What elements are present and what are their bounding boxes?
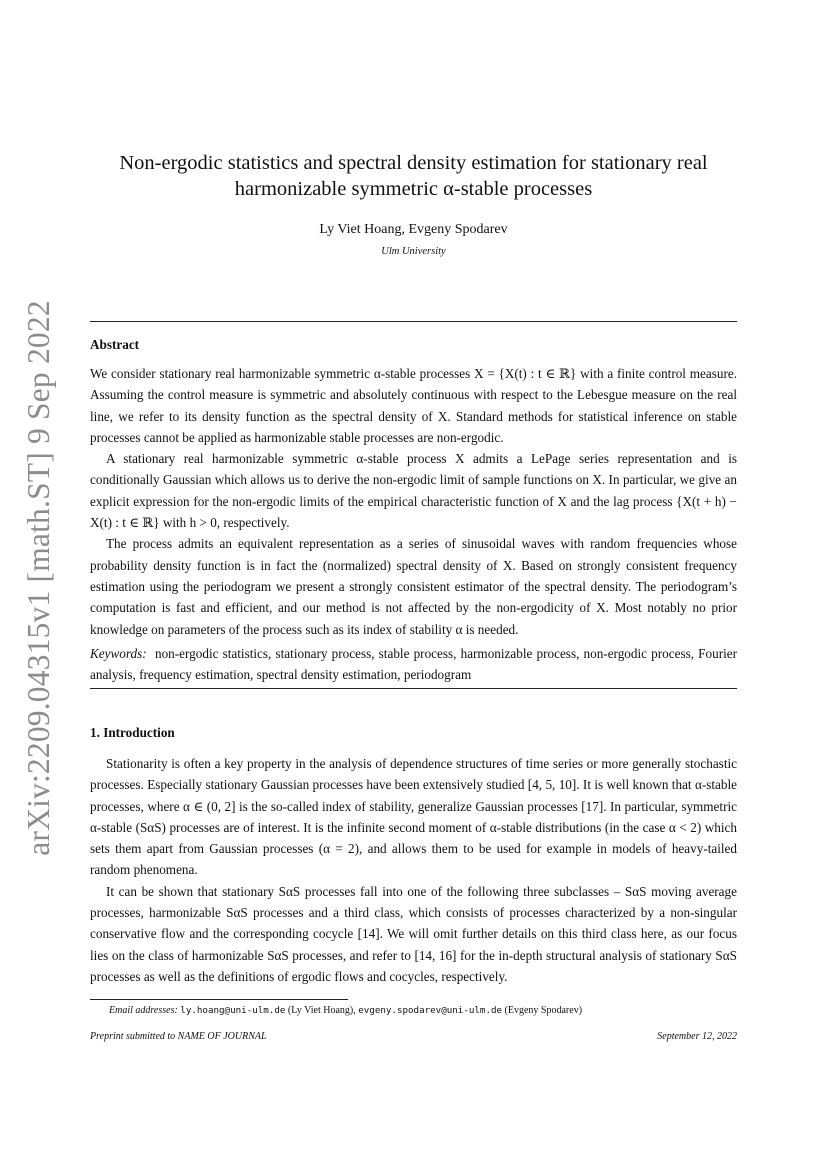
arxiv-stamp [10, 300, 68, 856]
keywords [90, 643, 737, 685]
keywords-list: non-ergodic statistics, stationary process, stable process, harmonizable process, non-ergodic process, Fourier analysis, frequency estimation, spectral density estimation, periodogram [90, 645, 737, 682]
title-line-2: harmonizable symmetric α-stable processes [234, 178, 593, 200]
affiliation: Ulm University [381, 246, 446, 257]
footnote-label: Email addresses: [109, 1005, 178, 1016]
abstract-paragraph-3: The process admits an equivalent representation as a series of sinusoidal waves with random frequencies whose probability density function is in fact the (normalized) spectral density of X. Based on strongly consistent frequency estimation using the periodogram we present a strongly consistent estimator of the spectral density. The periodogram’s computation is fast and efficient, and our method is not affected by the non-ergodicity of X. Most notably no prior knowledge on parameters of the process such as its index of stability α is needed. [90, 536, 737, 637]
introduction-section [90, 725, 737, 987]
abstract-heading: Abstract [90, 337, 140, 352]
abstract-bottom-rule [90, 688, 737, 689]
date: September 12, 2022 [657, 1031, 737, 1042]
authors: Ly Viet Hoang, Evgeny Spodarev [319, 222, 508, 237]
footnote [90, 1005, 737, 1016]
arxiv-id: arXiv:2209.04315v1 [math.ST] 9 Sep 2022 [21, 300, 56, 856]
email-owner-1: (Ly Viet Hoang), [287, 1005, 356, 1016]
email-link-2[interactable]: evgeny.spodarev@uni-ulm.de [358, 1005, 503, 1016]
email-link-1[interactable]: ly.hoang@uni-ulm.de [180, 1005, 286, 1016]
abstract-paragraph-1: We consider stationary real harmonizable symmetric α-stable processes X = {X(t) : t ∈ ℝ} with a finite control measure. Assuming the control measure is symmetric and absolutely continuous with respect to the Lebesgue measure on the real line, we refer to its density function as the spectral density of X. Standard methods for statistical inference on stable processes cannot be applied as harmonizable stable processes are non-ergodic. [90, 366, 737, 445]
intro-paragraph-2: It can be shown that stationary SαS processes fall into one of the following three subclasses – SαS moving average processes, harmonizable SαS processes and a third class, which consists of processes characterized by a non-singular conservative flow and the corresponding cocycle [14]. We will omit further details on this third class here, as our focus lies on the class of harmonizable SαS processes, and refer to [14, 16] for the in-depth structural analysis of stationary SαS processes as well as the definitions of ergodic flows and cocycles, respectively. [90, 883, 737, 984]
abstract-top-rule [90, 321, 737, 322]
abstract-paragraph-2: A stationary real harmonizable symmetric α-stable process X admits a LePage series representation and is conditionally Gaussian which allows us to derive the non-ergodic limit of sample functions on X. In particular, we give an explicit expression for the non-ergodic limits of the empirical characteristic function of X and the lag process {X(t + h) − X(t) : t ∈ ℝ} with h > 0, respectively. [90, 451, 737, 531]
keywords-label: Keywords: [90, 645, 147, 661]
intro-paragraph-1: Stationarity is often a key property in the analysis of dependence structures of time series or more generally stochastic processes. Especially stationary Gaussian processes have been extensively studied [4, 5, 10]. It is well known that α-stable processes, where α ∈ (0, 2] is the so-called index of stability, generalize Gaussian processes [17]. In particular, symmetric α-stable (SαS) processes are of interest. It is the infinite second moment of α-stable distributions (in the case α < 2) which sets them apart from Gaussian processes (α = 2), and allows them to be used for example in models of heavy-tailed random phenomena. [90, 756, 737, 878]
abstract-block [90, 337, 737, 685]
title-line-1: Non-ergodic statistics and spectral density estimation for stationary real [119, 152, 708, 174]
section-heading: 1. Introduction [90, 725, 175, 740]
footnote-rule [90, 999, 348, 1000]
preprint-note: Preprint submitted to NAME OF JOURNAL [90, 1031, 267, 1042]
paper-title [90, 150, 737, 202]
email-owner-2: (Evgeny Spodarev) [504, 1005, 583, 1016]
